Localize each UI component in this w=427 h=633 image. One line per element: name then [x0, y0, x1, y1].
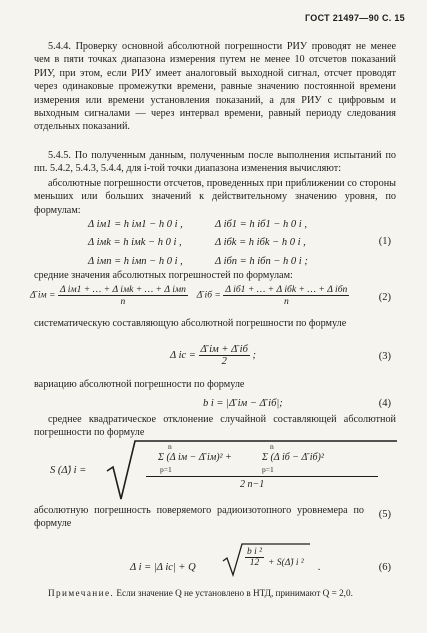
formula-1-line-2-left: Δ iмk = h iмk − h 0 i , — [88, 237, 182, 248]
formula-1-line-3-left: Δ iмn = h iмn − h 0 i , — [88, 256, 183, 267]
formula-1-line-1-left: Δ iм1 = h iм1 − h 0 i , — [88, 219, 183, 230]
formula-5-sum2: Σ (Δ iб − Δ̄ iб)² — [262, 452, 324, 463]
formula-2-left-numerator: Δ iм1 + … + Δ iмk + … + Δ iмn — [59, 284, 186, 295]
page-header: ГОСТ 21497—90 С. 15 — [304, 13, 405, 23]
formula-1-line-1-right: Δ iб1 = h iб1 − h 0 i , — [215, 219, 307, 230]
formula-3-denominator: 2 — [221, 356, 227, 367]
formula-5-radical — [105, 437, 405, 507]
formula-5-denominator: 2 n−1 — [240, 479, 265, 490]
formula-2-right-numerator: Δ iб1 + … + Δ iбk + … + Δ iбn — [225, 284, 348, 295]
formula-5-sum2-bottom: p=1 — [262, 465, 274, 474]
formula-6-end: . — [318, 562, 321, 573]
paragraph-std-deviation: среднее квадратическое отклонение случайной составляющей абсолютной погрешности по формуле — [34, 414, 396, 439]
formula-3-lhs: Δ ic = — [170, 349, 196, 361]
formula-3-numerator: Δ̄ iм + Δ̄ iб — [200, 344, 248, 355]
paragraph-5-4-5: 5.4.5. По полученным данным, полученным после выполнения испытаний по пп. 5.4.2, 5.4.3, 5.4.4, для i-той точки диапазона изменения вычисляют: — [34, 150, 396, 175]
paragraph-5-4-4: 5.4.4. Проверку основной абсолютной погрешности РИУ проводят не менее чем в пяти точках диапазона измерения путем не менее 10 отсчетов показаний РИУ, при этом, если РИУ имеет аналоговый выходной сигнал, отсчет проводят через одинаковые промежутки времени, равные значению постоянной времени измерения или времени установления показаний, а для РИУ с цифровым и выходным сигналами — через интервал времени, равный периоду следования отдельных показаний. — [34, 41, 396, 133]
formula-1-line-2-right: Δ iбk = h iбk − h 0 i , — [215, 237, 306, 248]
formula-2-right-denominator: n — [283, 296, 289, 307]
formula-6-numerator: b i ² — [247, 547, 262, 557]
note-label: Примечание. — [48, 588, 115, 598]
formula-6-lhs: Δ i = |Δ ic| + Q — [130, 562, 196, 573]
note-text: Если значение Q не установлено в НТД, принимают Q = 2,0. — [116, 588, 353, 598]
formula-3-fraction — [199, 344, 250, 367]
formula-1-line-3-right: Δ iбn = h iбn − h 0 i ; — [215, 256, 308, 267]
formula-5-fraction-bar — [146, 476, 378, 477]
formula-6-tail: + S(Δ̊) i ² — [268, 558, 304, 568]
formula-3 — [170, 344, 256, 367]
formula-2 — [30, 284, 349, 307]
equation-number-6: (6) — [378, 562, 391, 573]
formula-5-sum1-bottom: p=1 — [160, 465, 172, 474]
formula-5-lhs: S (Δ̊) i = — [50, 465, 87, 476]
paragraph-mean-values: средние значения абсолютных погрешностей по формулам: — [34, 270, 293, 281]
equation-number-4: (4) — [378, 398, 391, 409]
formula-2-left-fraction — [58, 284, 188, 307]
formula-3-tail: ; — [252, 349, 256, 361]
note — [34, 587, 396, 600]
formula-6-denominator: 12 — [249, 558, 260, 568]
equation-number-3: (3) — [378, 351, 391, 362]
equation-number-2: (2) — [378, 292, 391, 303]
formula-2-left-lhs: Δ̄ iм = — [30, 289, 56, 301]
formula-4: b i = |Δ̄ iм − Δ̄ iб|; — [203, 398, 283, 409]
formula-5-sum1-top: n — [168, 442, 172, 451]
formula-6-fraction-inner — [245, 547, 264, 568]
formula-2-right-lhs: Δ̄ iб = — [196, 289, 221, 301]
formula-2-right-fraction — [223, 284, 349, 307]
paragraph-systematic: систематическую составляющую абсолютной погрешности по формуле — [34, 318, 347, 329]
equation-number-1: (1) — [378, 236, 391, 247]
formula-5-sum1: Σ (Δ iм − Δ̄ iм)² + — [158, 452, 232, 463]
paragraph-absolute-errors: абсолютные погрешности отсчетов, проведенных при приближении со стороны меньших или больших значений к действительному значению уровня, по формулам: — [34, 178, 396, 216]
formula-2-left-denominator: n — [120, 296, 126, 307]
formula-6-fraction — [245, 547, 264, 568]
equation-number-5: (5) — [378, 509, 391, 520]
paragraph-variation: вариацию абсолютной погрешности по формуле — [34, 379, 245, 390]
paragraph-gauge-error: абсолютную погрешность поверяемого радиоизотопного уровнемера по формуле — [34, 505, 364, 530]
formula-5-sum2-top: n — [270, 442, 274, 451]
